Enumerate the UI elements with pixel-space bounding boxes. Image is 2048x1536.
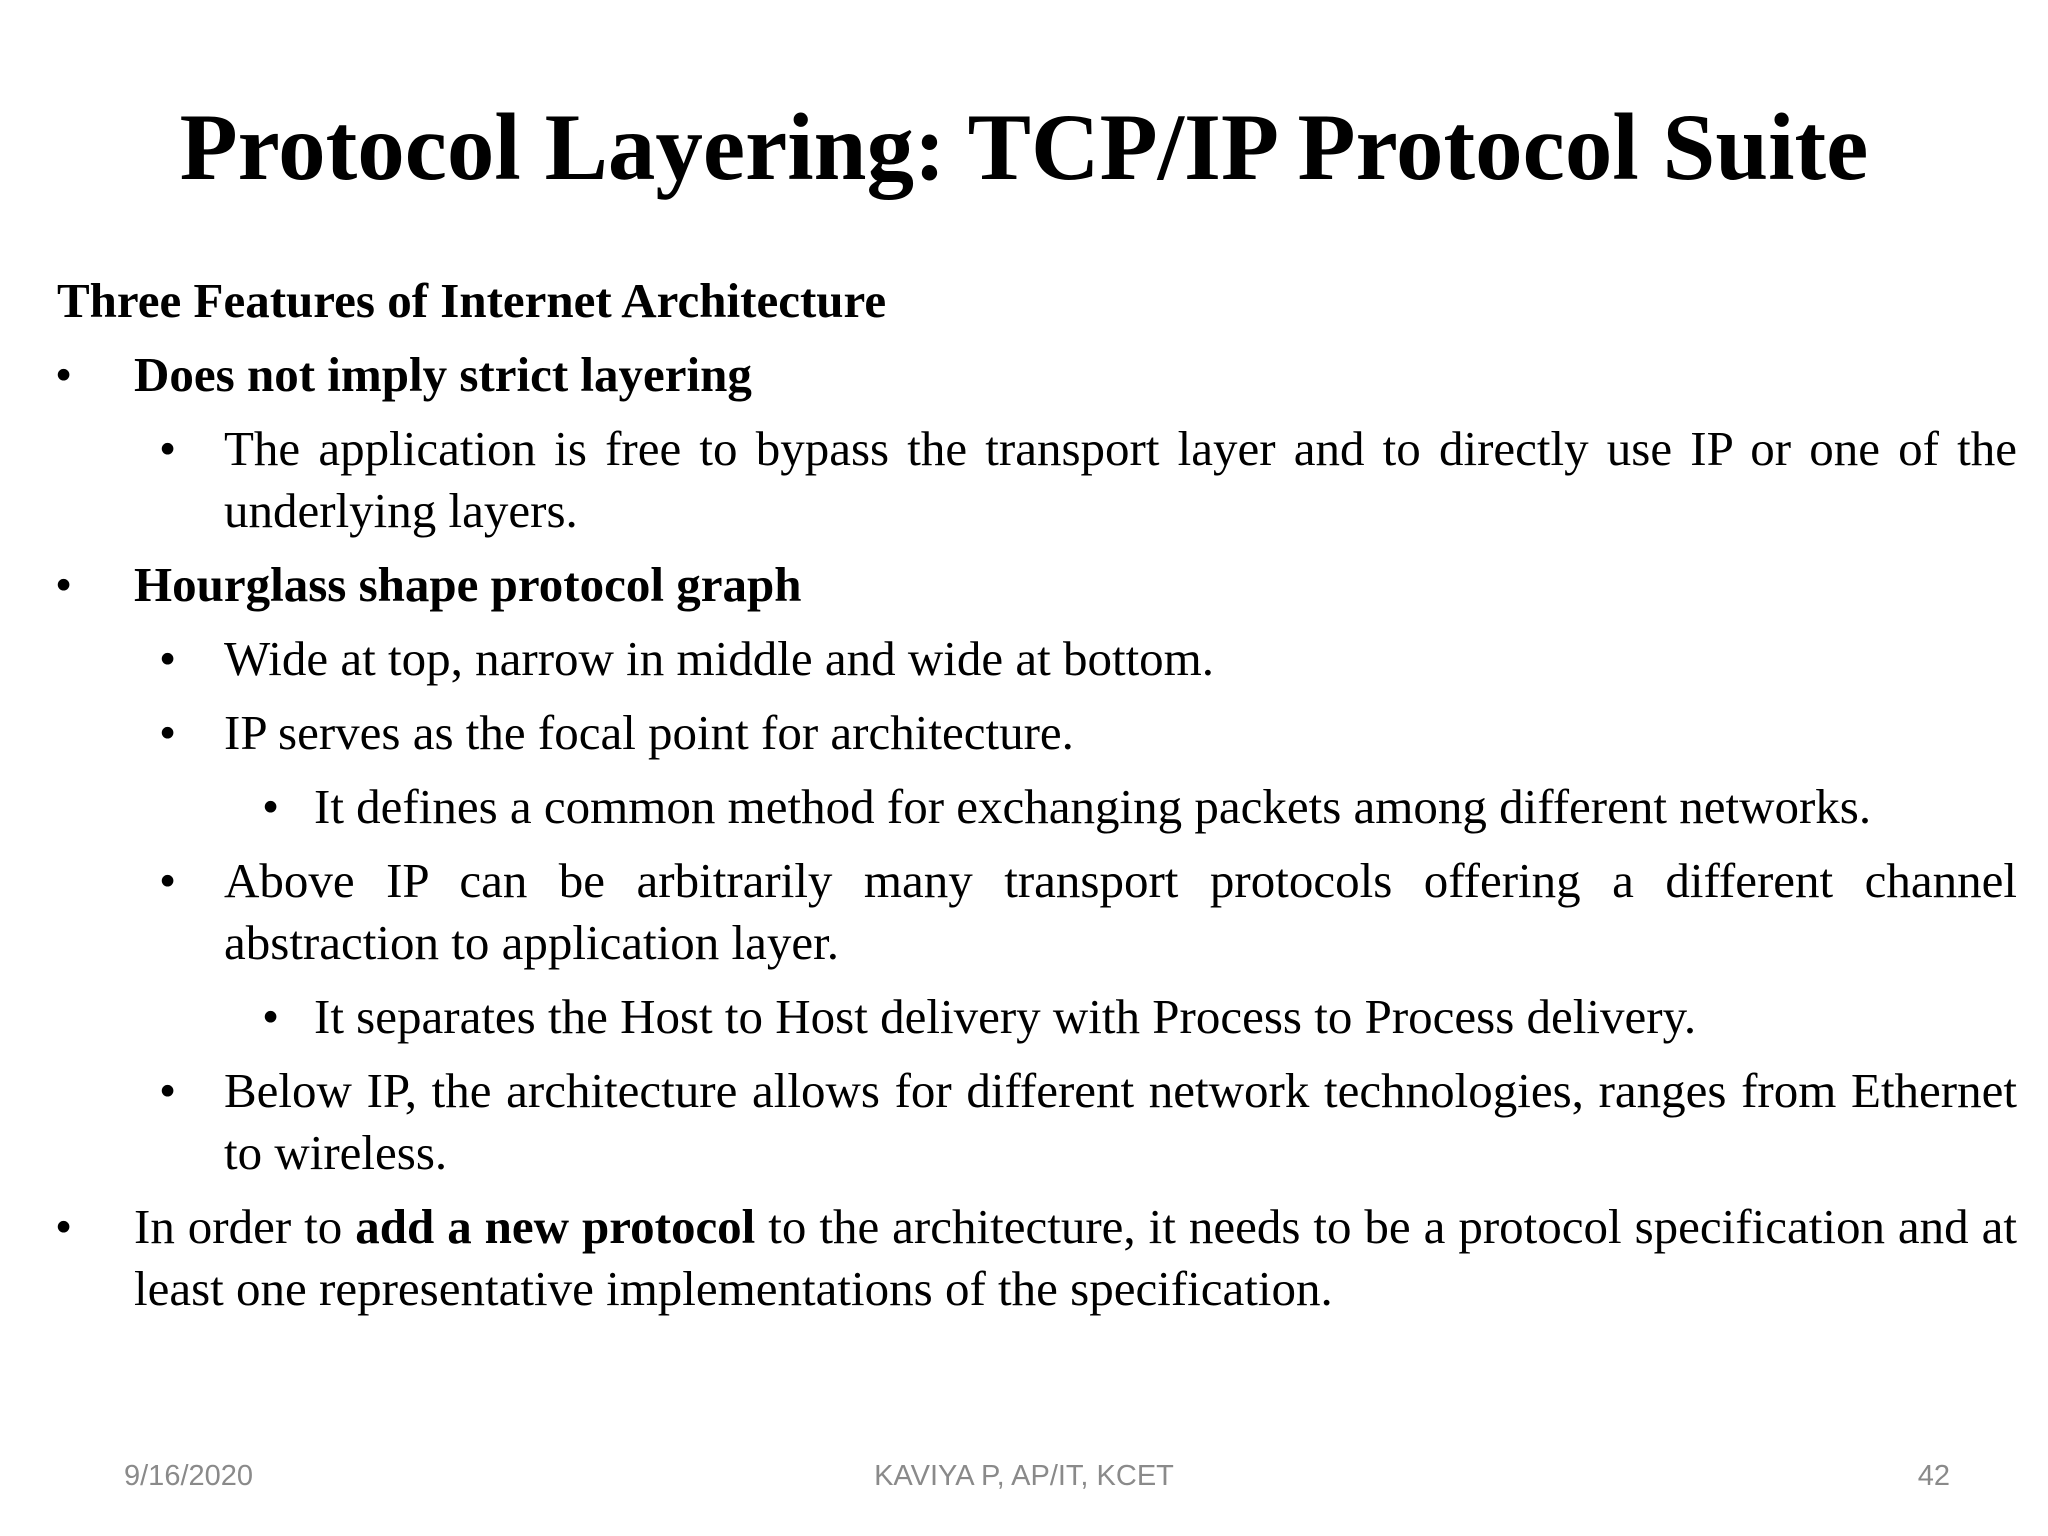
slide-content: [57, 270, 2017, 1320]
subbullet-above-ip: [57, 850, 2017, 974]
subsubbullet-common-method: [57, 776, 2017, 838]
footer-author: KAVIYA P, AP/IT, KCET: [874, 1460, 1174, 1492]
slide-title: Protocol Layering: TCP/IP Protocol Suite: [179, 94, 1869, 200]
subbullet-bypass-transport: [57, 418, 2017, 542]
bullet-text: Wide at top, narrow in middle and wide at bottom.: [224, 631, 1215, 686]
bullet-text: Does not imply strict layering: [134, 347, 752, 402]
bullet-text-emphasis: add a new protocol: [355, 1199, 756, 1254]
bullet-glyph: •: [159, 631, 177, 686]
bullet-strict-layering: [57, 344, 2017, 406]
bullet-text: Above IP can be arbitrarily many transport protocols offering a different channel abstraction to application layer.: [224, 853, 2017, 970]
bullet-hourglass: [57, 554, 2017, 616]
bullet-text: Below IP, the architecture allows for different network technologies, ranges from Ethernet to wireless.: [224, 1063, 2017, 1180]
bullet-glyph: •: [159, 1063, 177, 1118]
footer-page-number: 42: [1917, 1460, 1950, 1492]
bullet-text-pre: In order to: [134, 1199, 356, 1254]
bullet-text: IP serves as the focal point for architecture.: [224, 705, 1074, 760]
bullet-text: It separates the Host to Host delivery with Process to Process delivery.: [314, 989, 1697, 1044]
bullet-text: Hourglass shape protocol graph: [134, 557, 802, 612]
bullet-glyph: •: [262, 779, 280, 834]
bullet-text: The application is free to bypass the transport layer and to directly use IP or one of the underlying layers.: [224, 421, 2017, 538]
bullet-glyph: •: [159, 421, 177, 476]
subbullet-wide-narrow: [57, 628, 2017, 690]
bullet-glyph: •: [159, 705, 177, 760]
bullet-new-protocol: [57, 1196, 2017, 1320]
bullet-glyph: •: [55, 347, 73, 402]
bullet-glyph: •: [55, 557, 73, 612]
bullet-text-post: to the architecture, it needs to be a protocol specification and at least one representative implementations of the specification.: [134, 1199, 2017, 1316]
bullet-text: [134, 1196, 2017, 1320]
section-heading: Three Features of Internet Architecture: [57, 273, 887, 328]
bullet-glyph: •: [262, 989, 280, 1044]
subsubbullet-host-process: [57, 986, 2017, 1048]
subbullet-below-ip: [57, 1060, 2017, 1184]
bullet-glyph: •: [159, 853, 177, 908]
footer-date: 9/16/2020: [124, 1460, 254, 1492]
bullet-glyph: •: [55, 1199, 73, 1254]
subbullet-ip-focal: [57, 702, 2017, 764]
bullet-text: It defines a common method for exchanging packets among different networks.: [314, 779, 1872, 834]
